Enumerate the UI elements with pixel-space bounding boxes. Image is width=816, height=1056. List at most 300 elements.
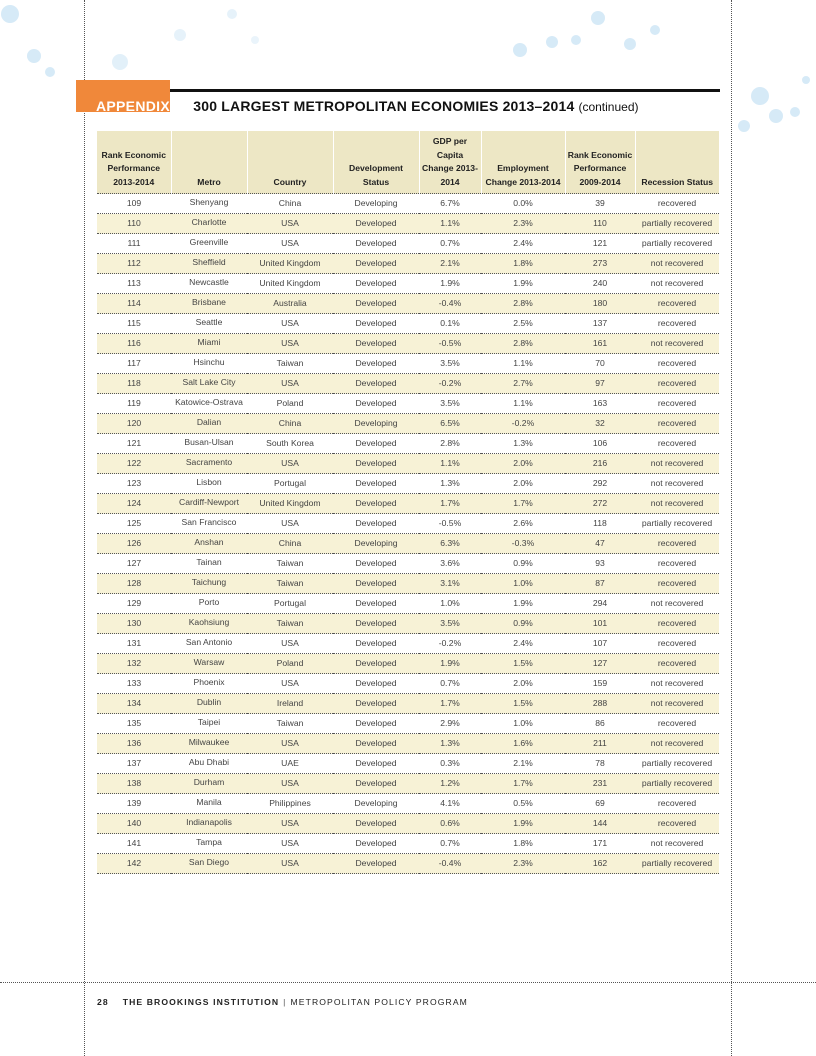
- table-row: [97, 854, 719, 874]
- rank-2009-cell: 231: [565, 774, 635, 794]
- rank-2013-cell: 138: [97, 774, 171, 794]
- gdp-change-cell: 6.5%: [419, 414, 481, 434]
- status-cell: Developed: [333, 394, 419, 414]
- table-row: [97, 314, 719, 334]
- country-cell: South Korea: [247, 434, 333, 454]
- rank-2013-cell: 139: [97, 794, 171, 814]
- country-cell: USA: [247, 774, 333, 794]
- table-row: [97, 534, 719, 554]
- metro-cell: Brisbane: [171, 294, 247, 314]
- metro-cell: Taichung: [171, 574, 247, 594]
- rank-2009-cell: 137: [565, 314, 635, 334]
- employment-change-cell: 1.8%: [481, 834, 565, 854]
- recession-status-cell: recovered: [635, 794, 719, 814]
- status-cell: Developed: [333, 334, 419, 354]
- rank-2009-cell: 273: [565, 254, 635, 274]
- recession-status-cell: recovered: [635, 294, 719, 314]
- recession-status-cell: not recovered: [635, 834, 719, 854]
- recession-status-cell: recovered: [635, 654, 719, 674]
- status-cell: Developed: [333, 654, 419, 674]
- country-cell: Taiwan: [247, 614, 333, 634]
- gdp-change-cell: 1.0%: [419, 594, 481, 614]
- gdp-change-cell: 6.3%: [419, 534, 481, 554]
- rank-2013-cell: 120: [97, 414, 171, 434]
- status-cell: Developed: [333, 614, 419, 634]
- metro-cell: Milwaukee: [171, 734, 247, 754]
- status-cell: Developed: [333, 554, 419, 574]
- employment-change-cell: 2.3%: [481, 854, 565, 874]
- page-number: 28: [97, 997, 109, 1007]
- recession-status-cell: not recovered: [635, 674, 719, 694]
- recession-status-cell: not recovered: [635, 494, 719, 514]
- gdp-change-cell: 0.3%: [419, 754, 481, 774]
- crop-guide-bottom: [0, 982, 816, 983]
- employment-change-cell: 1.5%: [481, 654, 565, 674]
- country-cell: Taiwan: [247, 354, 333, 374]
- table-row: [97, 654, 719, 674]
- rank-2013-cell: 115: [97, 314, 171, 334]
- country-cell: USA: [247, 374, 333, 394]
- rank-2013-cell: 130: [97, 614, 171, 634]
- employment-change-cell: -0.3%: [481, 534, 565, 554]
- status-cell: Developed: [333, 754, 419, 774]
- table-row: [97, 734, 719, 754]
- column-header: Rank Economic Performance 2013-2014: [97, 131, 171, 194]
- rank-2013-cell: 133: [97, 674, 171, 694]
- column-header: Country: [247, 131, 333, 194]
- status-cell: Developing: [333, 194, 419, 214]
- metro-cell: Hsinchu: [171, 354, 247, 374]
- metro-cell: Shenyang: [171, 194, 247, 214]
- employment-change-cell: 0.9%: [481, 614, 565, 634]
- status-cell: Developed: [333, 854, 419, 874]
- country-cell: Taiwan: [247, 714, 333, 734]
- table-row: [97, 374, 719, 394]
- rank-2009-cell: 47: [565, 534, 635, 554]
- table-row: [97, 334, 719, 354]
- table-row: [97, 834, 719, 854]
- column-header: Rank Economic Performance 2009-2014: [565, 131, 635, 194]
- rank-2009-cell: 78: [565, 754, 635, 774]
- rank-2013-cell: 123: [97, 474, 171, 494]
- rank-2009-cell: 86: [565, 714, 635, 734]
- employment-change-cell: 1.7%: [481, 494, 565, 514]
- rank-2009-cell: 110: [565, 214, 635, 234]
- metro-cell: Durham: [171, 774, 247, 794]
- metro-cell: Salt Lake City: [171, 374, 247, 394]
- gdp-change-cell: 1.7%: [419, 694, 481, 714]
- recession-status-cell: not recovered: [635, 254, 719, 274]
- metro-cell: Newcastle: [171, 274, 247, 294]
- status-cell: Developed: [333, 714, 419, 734]
- employment-change-cell: 0.9%: [481, 554, 565, 574]
- rank-2013-cell: 135: [97, 714, 171, 734]
- employment-change-cell: 2.5%: [481, 314, 565, 334]
- appendix-label: APPENDIX A.: [96, 98, 189, 114]
- table-row: [97, 694, 719, 714]
- metro-cell: San Diego: [171, 854, 247, 874]
- recession-status-cell: recovered: [635, 314, 719, 334]
- gdp-change-cell: 1.9%: [419, 274, 481, 294]
- metro-cell: Tainan: [171, 554, 247, 574]
- rank-2013-cell: 141: [97, 834, 171, 854]
- country-cell: USA: [247, 634, 333, 654]
- rank-2009-cell: 39: [565, 194, 635, 214]
- recession-status-cell: partially recovered: [635, 514, 719, 534]
- rank-2009-cell: 272: [565, 494, 635, 514]
- rank-2013-cell: 127: [97, 554, 171, 574]
- employment-change-cell: 2.4%: [481, 634, 565, 654]
- recession-status-cell: recovered: [635, 414, 719, 434]
- table-row: [97, 514, 719, 534]
- recession-status-cell: recovered: [635, 434, 719, 454]
- table-row: [97, 474, 719, 494]
- metro-cell: Seattle: [171, 314, 247, 334]
- table-row: [97, 254, 719, 274]
- column-header: Recession Status: [635, 131, 719, 194]
- employment-change-cell: 2.6%: [481, 514, 565, 534]
- table-row: [97, 434, 719, 454]
- table-row: [97, 454, 719, 474]
- country-cell: United Kingdom: [247, 254, 333, 274]
- employment-change-cell: 1.1%: [481, 394, 565, 414]
- employment-change-cell: 0.5%: [481, 794, 565, 814]
- gdp-change-cell: 1.1%: [419, 454, 481, 474]
- rank-2009-cell: 118: [565, 514, 635, 534]
- rank-2013-cell: 119: [97, 394, 171, 414]
- country-cell: USA: [247, 514, 333, 534]
- gdp-change-cell: 2.9%: [419, 714, 481, 734]
- table-row: [97, 814, 719, 834]
- recession-status-cell: partially recovered: [635, 854, 719, 874]
- status-cell: Developed: [333, 274, 419, 294]
- gdp-change-cell: 1.3%: [419, 474, 481, 494]
- table-row: [97, 574, 719, 594]
- status-cell: Developed: [333, 694, 419, 714]
- column-header: GDP per Capita Change 2013-2014: [419, 131, 481, 194]
- table-body: [97, 194, 719, 874]
- rank-2009-cell: 216: [565, 454, 635, 474]
- recession-status-cell: not recovered: [635, 454, 719, 474]
- country-cell: USA: [247, 834, 333, 854]
- employment-change-cell: 2.1%: [481, 754, 565, 774]
- metro-cell: Tampa: [171, 834, 247, 854]
- rank-2009-cell: 240: [565, 274, 635, 294]
- table-row: [97, 634, 719, 654]
- country-cell: Taiwan: [247, 574, 333, 594]
- metro-cell: Anshan: [171, 534, 247, 554]
- rank-2009-cell: 144: [565, 814, 635, 834]
- gdp-change-cell: 1.3%: [419, 734, 481, 754]
- country-cell: Poland: [247, 654, 333, 674]
- status-cell: Developed: [333, 454, 419, 474]
- rank-2009-cell: 159: [565, 674, 635, 694]
- program-name: METROPOLITAN POLICY PROGRAM: [290, 997, 468, 1007]
- table-row: [97, 754, 719, 774]
- country-cell: United Kingdom: [247, 274, 333, 294]
- gdp-change-cell: -0.2%: [419, 374, 481, 394]
- employment-change-cell: 0.0%: [481, 194, 565, 214]
- rank-2013-cell: 112: [97, 254, 171, 274]
- rank-2013-cell: 136: [97, 734, 171, 754]
- gdp-change-cell: 2.1%: [419, 254, 481, 274]
- metro-cell: Porto: [171, 594, 247, 614]
- country-cell: Poland: [247, 394, 333, 414]
- gdp-change-cell: 1.7%: [419, 494, 481, 514]
- employment-change-cell: 1.5%: [481, 694, 565, 714]
- metro-cell: Kaohsiung: [171, 614, 247, 634]
- metro-cell: Warsaw: [171, 654, 247, 674]
- recession-status-cell: recovered: [635, 714, 719, 734]
- rank-2013-cell: 131: [97, 634, 171, 654]
- status-cell: Developed: [333, 254, 419, 274]
- employment-change-cell: -0.2%: [481, 414, 565, 434]
- metro-cell: San Francisco: [171, 514, 247, 534]
- status-cell: Developed: [333, 514, 419, 534]
- decorative-bubbles: [0, 0, 816, 140]
- country-cell: USA: [247, 334, 333, 354]
- country-cell: Philippines: [247, 794, 333, 814]
- recession-status-cell: not recovered: [635, 274, 719, 294]
- table-row: [97, 554, 719, 574]
- country-cell: USA: [247, 854, 333, 874]
- rank-2013-cell: 114: [97, 294, 171, 314]
- rank-2013-cell: 111: [97, 234, 171, 254]
- gdp-change-cell: -0.4%: [419, 854, 481, 874]
- employment-change-cell: 1.1%: [481, 354, 565, 374]
- rank-2009-cell: 32: [565, 414, 635, 434]
- status-cell: Developed: [333, 734, 419, 754]
- recession-status-cell: recovered: [635, 574, 719, 594]
- rank-2013-cell: 124: [97, 494, 171, 514]
- recession-status-cell: not recovered: [635, 474, 719, 494]
- table-row: [97, 414, 719, 434]
- status-cell: Developed: [333, 814, 419, 834]
- recession-status-cell: not recovered: [635, 734, 719, 754]
- table-row: [97, 614, 719, 634]
- gdp-change-cell: -0.5%: [419, 334, 481, 354]
- recession-status-cell: recovered: [635, 374, 719, 394]
- rank-2009-cell: 163: [565, 394, 635, 414]
- status-cell: Developed: [333, 294, 419, 314]
- status-cell: Developing: [333, 414, 419, 434]
- employment-change-cell: 1.9%: [481, 274, 565, 294]
- rank-2009-cell: 127: [565, 654, 635, 674]
- rank-2009-cell: 101: [565, 614, 635, 634]
- status-cell: Developed: [333, 634, 419, 654]
- status-cell: Developed: [333, 234, 419, 254]
- employment-change-cell: 2.0%: [481, 474, 565, 494]
- country-cell: USA: [247, 214, 333, 234]
- title-text: 300 LARGEST METROPOLITAN ECONOMIES 2013–2014: [193, 98, 575, 114]
- status-cell: Developed: [333, 474, 419, 494]
- rank-2009-cell: 211: [565, 734, 635, 754]
- gdp-change-cell: 4.1%: [419, 794, 481, 814]
- gdp-change-cell: 1.1%: [419, 214, 481, 234]
- rank-2013-cell: 121: [97, 434, 171, 454]
- table-header-row: [97, 131, 719, 194]
- column-header: Employment Change 2013-2014: [481, 131, 565, 194]
- employment-change-cell: 2.8%: [481, 294, 565, 314]
- rank-2009-cell: 171: [565, 834, 635, 854]
- metro-cell: Indianapolis: [171, 814, 247, 834]
- status-cell: Developed: [333, 214, 419, 234]
- recession-status-cell: partially recovered: [635, 774, 719, 794]
- country-cell: USA: [247, 234, 333, 254]
- rank-2013-cell: 125: [97, 514, 171, 534]
- recession-status-cell: recovered: [635, 194, 719, 214]
- rank-2009-cell: 97: [565, 374, 635, 394]
- employment-change-cell: 2.4%: [481, 234, 565, 254]
- employment-change-cell: 1.3%: [481, 434, 565, 454]
- metro-cell: Phoenix: [171, 674, 247, 694]
- employment-change-cell: 1.0%: [481, 574, 565, 594]
- employment-change-cell: 2.7%: [481, 374, 565, 394]
- country-cell: USA: [247, 674, 333, 694]
- rank-2009-cell: 161: [565, 334, 635, 354]
- country-cell: USA: [247, 814, 333, 834]
- gdp-change-cell: 1.9%: [419, 654, 481, 674]
- rank-2009-cell: 294: [565, 594, 635, 614]
- status-cell: Developed: [333, 434, 419, 454]
- gdp-change-cell: 6.7%: [419, 194, 481, 214]
- column-header: Development Status: [333, 131, 419, 194]
- employment-change-cell: 2.8%: [481, 334, 565, 354]
- page-title: [96, 97, 639, 116]
- rank-2009-cell: 162: [565, 854, 635, 874]
- metro-cell: Manila: [171, 794, 247, 814]
- crop-guide-right: [731, 0, 732, 1056]
- country-cell: Portugal: [247, 474, 333, 494]
- institution-name: THE BROOKINGS INSTITUTION: [122, 997, 280, 1007]
- rank-2013-cell: 137: [97, 754, 171, 774]
- column-header: Metro: [171, 131, 247, 194]
- gdp-change-cell: 3.5%: [419, 354, 481, 374]
- employment-change-cell: 1.8%: [481, 254, 565, 274]
- rank-2013-cell: 134: [97, 694, 171, 714]
- country-cell: United Kingdom: [247, 494, 333, 514]
- metro-cell: Greenville: [171, 234, 247, 254]
- status-cell: Developed: [333, 834, 419, 854]
- recession-status-cell: recovered: [635, 634, 719, 654]
- table-row: [97, 594, 719, 614]
- recession-status-cell: partially recovered: [635, 234, 719, 254]
- recession-status-cell: recovered: [635, 394, 719, 414]
- recession-status-cell: not recovered: [635, 694, 719, 714]
- rank-2009-cell: 288: [565, 694, 635, 714]
- metro-cell: Katowice-Ostrava: [171, 394, 247, 414]
- table-row: [97, 674, 719, 694]
- rank-2009-cell: 87: [565, 574, 635, 594]
- metro-cell: Lisbon: [171, 474, 247, 494]
- economies-table: [97, 131, 719, 874]
- table-row: [97, 274, 719, 294]
- gdp-change-cell: 2.8%: [419, 434, 481, 454]
- metro-cell: Busan-Ulsan: [171, 434, 247, 454]
- rank-2009-cell: 106: [565, 434, 635, 454]
- recession-status-cell: recovered: [635, 354, 719, 374]
- employment-change-cell: 2.0%: [481, 674, 565, 694]
- status-cell: Developed: [333, 314, 419, 334]
- country-cell: USA: [247, 454, 333, 474]
- status-cell: Developed: [333, 774, 419, 794]
- recession-status-cell: partially recovered: [635, 214, 719, 234]
- gdp-change-cell: -0.5%: [419, 514, 481, 534]
- rank-2013-cell: 110: [97, 214, 171, 234]
- rank-2013-cell: 126: [97, 534, 171, 554]
- metro-cell: Miami: [171, 334, 247, 354]
- gdp-change-cell: 3.1%: [419, 574, 481, 594]
- employment-change-cell: 1.6%: [481, 734, 565, 754]
- table-row: [97, 714, 719, 734]
- metro-cell: Dublin: [171, 694, 247, 714]
- employment-change-cell: 2.3%: [481, 214, 565, 234]
- metro-cell: Dalian: [171, 414, 247, 434]
- gdp-change-cell: 0.7%: [419, 834, 481, 854]
- metro-cell: Cardiff-Newport: [171, 494, 247, 514]
- rank-2013-cell: 140: [97, 814, 171, 834]
- status-cell: Developed: [333, 594, 419, 614]
- gdp-change-cell: -0.4%: [419, 294, 481, 314]
- status-cell: Developing: [333, 794, 419, 814]
- gdp-change-cell: 0.7%: [419, 234, 481, 254]
- rank-2013-cell: 122: [97, 454, 171, 474]
- rank-2013-cell: 118: [97, 374, 171, 394]
- table-row: [97, 494, 719, 514]
- rank-2013-cell: 116: [97, 334, 171, 354]
- table-row: [97, 214, 719, 234]
- table-row: [97, 354, 719, 374]
- employment-change-cell: 1.9%: [481, 814, 565, 834]
- recession-status-cell: partially recovered: [635, 754, 719, 774]
- rank-2013-cell: 113: [97, 274, 171, 294]
- country-cell: Australia: [247, 294, 333, 314]
- rank-2013-cell: 128: [97, 574, 171, 594]
- gdp-change-cell: 3.6%: [419, 554, 481, 574]
- metro-cell: Abu Dhabi: [171, 754, 247, 774]
- employment-change-cell: 1.7%: [481, 774, 565, 794]
- status-cell: Developed: [333, 674, 419, 694]
- country-cell: China: [247, 534, 333, 554]
- table-row: [97, 194, 719, 214]
- country-cell: Portugal: [247, 594, 333, 614]
- country-cell: China: [247, 194, 333, 214]
- footer-separator: |: [283, 997, 287, 1007]
- gdp-change-cell: -0.2%: [419, 634, 481, 654]
- rank-2009-cell: 93: [565, 554, 635, 574]
- employment-change-cell: 2.0%: [481, 454, 565, 474]
- country-cell: Ireland: [247, 694, 333, 714]
- metro-cell: Charlotte: [171, 214, 247, 234]
- metro-cell: Sheffield: [171, 254, 247, 274]
- status-cell: Developed: [333, 494, 419, 514]
- country-cell: UAE: [247, 754, 333, 774]
- country-cell: USA: [247, 734, 333, 754]
- rank-2013-cell: 142: [97, 854, 171, 874]
- rank-2009-cell: 180: [565, 294, 635, 314]
- gdp-change-cell: 0.1%: [419, 314, 481, 334]
- gdp-change-cell: 3.5%: [419, 614, 481, 634]
- recession-status-cell: recovered: [635, 614, 719, 634]
- rank-2009-cell: 70: [565, 354, 635, 374]
- country-cell: USA: [247, 314, 333, 334]
- heading-rule: [170, 89, 720, 92]
- status-cell: Developed: [333, 354, 419, 374]
- rank-2009-cell: 292: [565, 474, 635, 494]
- rank-2013-cell: 109: [97, 194, 171, 214]
- rank-2009-cell: 107: [565, 634, 635, 654]
- table-row: [97, 794, 719, 814]
